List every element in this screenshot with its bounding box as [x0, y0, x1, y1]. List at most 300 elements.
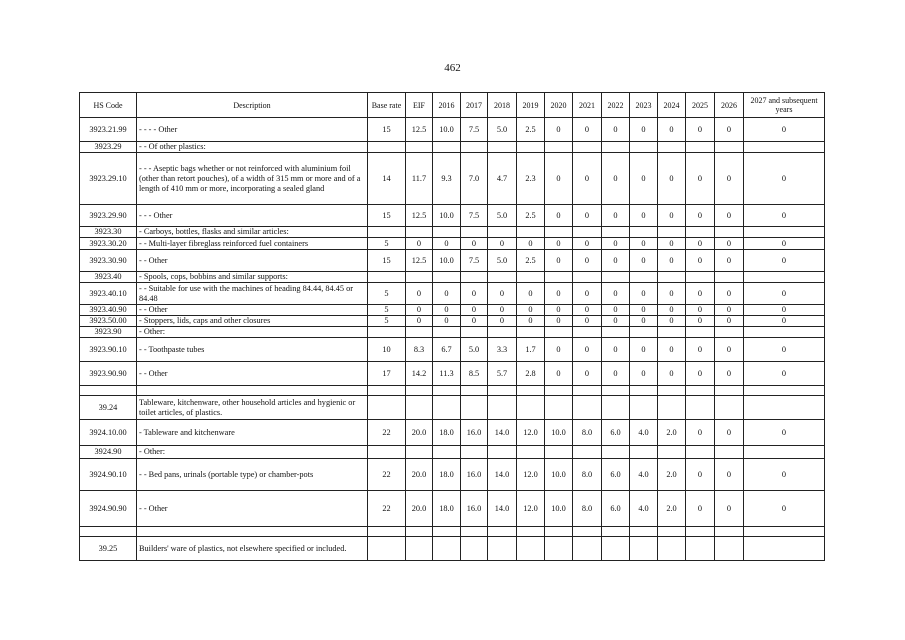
rate-cell: 0 [686, 420, 715, 446]
rate-cell: 0 [686, 338, 715, 362]
rate-cell [744, 446, 825, 459]
rate-cell [658, 142, 686, 153]
hs-code-cell: 3924.90.90 [80, 491, 137, 527]
rate-cell [573, 396, 602, 420]
rate-cell [658, 446, 686, 459]
rate-cell: 20.0 [406, 420, 433, 446]
rate-cell [602, 527, 630, 537]
hs-code-cell: 3923.30.20 [80, 238, 137, 250]
rate-cell: 0 [488, 305, 517, 316]
rate-cell [630, 386, 658, 396]
rate-cell: 8.0 [573, 459, 602, 491]
rate-cell: 5.0 [488, 250, 517, 272]
description-cell: - - Of other plastics: [137, 142, 368, 153]
rate-cell: 0 [715, 205, 744, 227]
rate-cell: 12.0 [517, 459, 545, 491]
rate-cell: 0 [658, 118, 686, 142]
rate-cell [715, 527, 744, 537]
rate-cell [602, 327, 630, 338]
rate-cell [573, 327, 602, 338]
rate-cell: 0 [488, 283, 517, 305]
rate-cell: 6.0 [602, 459, 630, 491]
rate-cell [744, 327, 825, 338]
rate-cell: 0 [744, 238, 825, 250]
rate-cell: 5.0 [488, 118, 517, 142]
description-cell: - Stoppers, lids, caps and other closures [137, 316, 368, 327]
rate-cell: 0 [602, 238, 630, 250]
rate-cell: 6.0 [602, 491, 630, 527]
rate-cell [545, 227, 573, 238]
rate-cell: 0 [658, 338, 686, 362]
rate-cell: 5.7 [488, 362, 517, 386]
rate-cell [517, 272, 545, 283]
rate-cell [630, 272, 658, 283]
rate-cell: 8.0 [573, 491, 602, 527]
table-row [80, 153, 825, 205]
table-row [80, 118, 825, 142]
rate-cell: 0 [744, 118, 825, 142]
rate-cell: 0 [406, 316, 433, 327]
rate-cell: 0 [715, 118, 744, 142]
rate-cell [406, 446, 433, 459]
rate-cell [715, 446, 744, 459]
rate-cell [433, 446, 461, 459]
rate-cell [573, 386, 602, 396]
rate-cell [545, 537, 573, 561]
rate-cell [602, 227, 630, 238]
rate-cell: 7.5 [461, 118, 488, 142]
rate-cell: 2.5 [517, 250, 545, 272]
rate-cell [488, 227, 517, 238]
hs-code-cell: 3924.90 [80, 446, 137, 459]
rate-cell [630, 537, 658, 561]
rate-cell: 0 [545, 338, 573, 362]
rate-cell [630, 446, 658, 459]
column-header: 2020 [545, 93, 573, 118]
rate-cell [406, 537, 433, 561]
rate-cell [461, 327, 488, 338]
rate-cell [715, 386, 744, 396]
rate-cell: 14.2 [406, 362, 433, 386]
hs-code-cell: 3923.90 [80, 327, 137, 338]
rate-cell: 0 [715, 362, 744, 386]
rate-cell [461, 142, 488, 153]
column-header: 2018 [488, 93, 517, 118]
base-rate-cell: 15 [368, 250, 406, 272]
rate-cell: 0 [602, 205, 630, 227]
rate-cell [602, 396, 630, 420]
rate-cell: 12.5 [406, 118, 433, 142]
rate-cell [573, 142, 602, 153]
rate-cell: 0 [545, 118, 573, 142]
hs-code-cell: 3924.10.00 [80, 420, 137, 446]
rate-cell: 0 [715, 153, 744, 205]
description-cell: Builders' ware of plastics, not elsewhere specified or included. [137, 537, 368, 561]
table-row [80, 420, 825, 446]
rate-cell: 2.0 [658, 420, 686, 446]
rate-cell: 0 [461, 305, 488, 316]
description-cell [137, 386, 368, 396]
rate-cell [744, 386, 825, 396]
rate-cell: 14.0 [488, 459, 517, 491]
rate-cell [406, 227, 433, 238]
rate-cell: 10.0 [545, 459, 573, 491]
rate-cell: 0 [658, 362, 686, 386]
rate-cell [461, 537, 488, 561]
rate-cell: 3.3 [488, 338, 517, 362]
rate-cell: 0 [461, 238, 488, 250]
rate-cell [630, 227, 658, 238]
table-row [80, 396, 825, 420]
hs-code-cell [80, 386, 137, 396]
rate-cell [406, 396, 433, 420]
rate-cell: 0 [488, 316, 517, 327]
rate-cell: 0 [744, 205, 825, 227]
rate-cell [744, 396, 825, 420]
rate-cell [461, 446, 488, 459]
table-row [80, 142, 825, 153]
rate-cell: 0 [461, 283, 488, 305]
table-row [80, 327, 825, 338]
table-row [80, 338, 825, 362]
rate-cell: 0 [545, 283, 573, 305]
rate-cell: 12.0 [517, 420, 545, 446]
rate-cell: 0 [686, 316, 715, 327]
table-row [80, 446, 825, 459]
rate-cell [686, 327, 715, 338]
rate-cell [744, 537, 825, 561]
hs-code-cell: 3923.40.90 [80, 305, 137, 316]
rate-cell [461, 527, 488, 537]
rate-cell: 6.0 [602, 420, 630, 446]
rate-cell: 0 [488, 238, 517, 250]
table-row [80, 316, 825, 327]
rate-cell: 0 [602, 338, 630, 362]
rate-cell [602, 272, 630, 283]
base-rate-cell [368, 446, 406, 459]
rate-cell [686, 142, 715, 153]
rate-cell [602, 386, 630, 396]
rate-cell: 10.0 [433, 205, 461, 227]
rate-cell: 0 [517, 283, 545, 305]
rate-cell: 0 [573, 283, 602, 305]
description-cell: - - Other [137, 305, 368, 316]
base-rate-cell: 5 [368, 316, 406, 327]
rate-cell [517, 527, 545, 537]
rate-cell: 0 [686, 362, 715, 386]
rate-cell [461, 227, 488, 238]
rate-cell: 0 [744, 250, 825, 272]
rate-cell [658, 227, 686, 238]
description-cell: - - Other [137, 250, 368, 272]
rate-cell: 0 [461, 316, 488, 327]
rate-cell: 0 [630, 362, 658, 386]
rate-cell: 0 [573, 238, 602, 250]
table-header-row [80, 93, 825, 118]
hs-code-cell: 3923.29.10 [80, 153, 137, 205]
rate-cell: 0 [545, 205, 573, 227]
rate-cell: 0 [573, 362, 602, 386]
column-header: Description [137, 93, 368, 118]
rate-cell [658, 537, 686, 561]
rate-cell: 0 [686, 305, 715, 316]
rate-cell [517, 446, 545, 459]
rate-cell: 0 [573, 205, 602, 227]
rate-cell [406, 327, 433, 338]
rate-cell [630, 396, 658, 420]
rate-cell [602, 537, 630, 561]
base-rate-cell: 15 [368, 205, 406, 227]
rate-cell: 18.0 [433, 420, 461, 446]
rate-cell [406, 272, 433, 283]
description-cell: - Spools, cops, bobbins and similar supports: [137, 272, 368, 283]
table-row [80, 227, 825, 238]
rate-cell: 0 [602, 250, 630, 272]
rate-cell: 0 [630, 153, 658, 205]
rate-cell [686, 272, 715, 283]
table-row [80, 537, 825, 561]
rate-cell: 0 [658, 153, 686, 205]
base-rate-cell [368, 527, 406, 537]
rate-cell: 0 [715, 491, 744, 527]
rate-cell [406, 527, 433, 537]
rate-cell: 8.0 [573, 420, 602, 446]
rate-cell: 0 [715, 338, 744, 362]
rate-cell: 2.0 [658, 491, 686, 527]
rate-cell [715, 327, 744, 338]
rate-cell [461, 396, 488, 420]
base-rate-cell [368, 142, 406, 153]
rate-cell: 0 [686, 153, 715, 205]
rate-cell [461, 272, 488, 283]
rate-cell [658, 272, 686, 283]
rate-cell [517, 396, 545, 420]
rate-cell: 0 [658, 250, 686, 272]
rate-cell [488, 272, 517, 283]
hs-code-cell: 3923.90.10 [80, 338, 137, 362]
rate-cell [658, 527, 686, 537]
hs-code-cell: 3923.30 [80, 227, 137, 238]
rate-cell: 16.0 [461, 459, 488, 491]
rate-cell: 10.0 [433, 118, 461, 142]
description-cell: - Tableware and kitchenware [137, 420, 368, 446]
rate-cell [744, 142, 825, 153]
rate-cell: 16.0 [461, 491, 488, 527]
rate-cell [433, 386, 461, 396]
rate-cell: 9.3 [433, 153, 461, 205]
base-rate-cell [368, 272, 406, 283]
table-row [80, 238, 825, 250]
hs-code-cell: 39.25 [80, 537, 137, 561]
description-cell: - - - - Other [137, 118, 368, 142]
rate-cell [545, 142, 573, 153]
rate-cell: 10.0 [545, 491, 573, 527]
rate-cell: 0 [545, 238, 573, 250]
rate-cell [433, 537, 461, 561]
rate-cell [715, 142, 744, 153]
rate-cell [488, 327, 517, 338]
column-header: 2023 [630, 93, 658, 118]
description-cell: - - Bed pans, urinals (portable type) or chamber-pots [137, 459, 368, 491]
hs-code-cell: 3924.90.10 [80, 459, 137, 491]
rate-cell: 0 [744, 153, 825, 205]
rate-cell: 0 [658, 283, 686, 305]
rate-cell [658, 327, 686, 338]
rate-cell: 0 [630, 238, 658, 250]
rate-cell [686, 446, 715, 459]
rate-cell [517, 537, 545, 561]
hs-code-cell: 3923.40 [80, 272, 137, 283]
rate-cell: 0 [715, 459, 744, 491]
rate-cell: 0 [573, 118, 602, 142]
description-cell: - Other: [137, 327, 368, 338]
rate-cell: 0 [744, 420, 825, 446]
rate-cell [488, 396, 517, 420]
rate-cell: 0 [602, 118, 630, 142]
rate-cell [658, 386, 686, 396]
rate-cell [715, 227, 744, 238]
rate-cell: 2.3 [517, 153, 545, 205]
rate-cell: 0 [715, 238, 744, 250]
rate-cell: 0 [744, 316, 825, 327]
description-cell: - - Suitable for use with the machines of heading 84.44, 84.45 or 84.48 [137, 283, 368, 305]
rate-cell [602, 446, 630, 459]
rate-cell [433, 142, 461, 153]
rate-cell: 0 [630, 205, 658, 227]
rate-cell: 20.0 [406, 459, 433, 491]
rate-cell [715, 396, 744, 420]
description-cell: - Carboys, bottles, flasks and similar articles: [137, 227, 368, 238]
hs-code-cell: 3923.30.90 [80, 250, 137, 272]
rate-cell: 0 [686, 250, 715, 272]
rate-cell: 0 [686, 205, 715, 227]
rate-cell: 0 [715, 316, 744, 327]
column-header: 2017 [461, 93, 488, 118]
rate-cell: 2.8 [517, 362, 545, 386]
hs-code-cell: 3923.40.10 [80, 283, 137, 305]
rate-cell: 0 [686, 459, 715, 491]
rate-cell: 0 [573, 305, 602, 316]
column-header: EIF [406, 93, 433, 118]
rate-cell: 0 [715, 250, 744, 272]
rate-cell: 5.0 [461, 338, 488, 362]
column-header: 2024 [658, 93, 686, 118]
rate-cell [433, 327, 461, 338]
rate-cell: 4.0 [630, 420, 658, 446]
rate-cell: 0 [658, 316, 686, 327]
rate-cell [488, 386, 517, 396]
rate-cell: 0 [545, 305, 573, 316]
table-row [80, 386, 825, 396]
column-header: 2027 and subsequent years [744, 93, 825, 118]
base-rate-cell: 15 [368, 118, 406, 142]
rate-cell [488, 537, 517, 561]
table-row [80, 527, 825, 537]
rate-cell [686, 537, 715, 561]
rate-cell [517, 327, 545, 338]
rate-cell: 0 [715, 420, 744, 446]
base-rate-cell [368, 396, 406, 420]
description-cell: - - Multi-layer fibreglass reinforced fuel containers [137, 238, 368, 250]
base-rate-cell: 10 [368, 338, 406, 362]
rate-cell: 2.0 [658, 459, 686, 491]
rate-cell: 0 [602, 316, 630, 327]
base-rate-cell: 17 [368, 362, 406, 386]
rate-cell [686, 396, 715, 420]
column-header: 2025 [686, 93, 715, 118]
rate-cell: 7.5 [461, 250, 488, 272]
rate-cell: 0 [406, 305, 433, 316]
rate-cell: 0 [602, 283, 630, 305]
description-cell: - - Other [137, 362, 368, 386]
rate-cell: 0 [744, 459, 825, 491]
column-header: 2022 [602, 93, 630, 118]
rate-cell: 12.5 [406, 250, 433, 272]
rate-cell [517, 386, 545, 396]
column-header: 2026 [715, 93, 744, 118]
rate-cell: 0 [517, 316, 545, 327]
rate-cell [433, 396, 461, 420]
rate-cell: 0 [630, 283, 658, 305]
column-header: 2021 [573, 93, 602, 118]
base-rate-cell: 14 [368, 153, 406, 205]
rate-cell [686, 227, 715, 238]
rate-cell: 0 [715, 283, 744, 305]
rate-cell [545, 527, 573, 537]
rate-cell: 18.0 [433, 491, 461, 527]
rate-cell: 16.0 [461, 420, 488, 446]
rate-cell: 11.3 [433, 362, 461, 386]
rate-cell [488, 446, 517, 459]
rate-cell: 7.5 [461, 205, 488, 227]
description-cell: Tableware, kitchenware, other household articles and hygienic or toilet articles, of plastics. [137, 396, 368, 420]
rate-cell [602, 142, 630, 153]
rate-cell: 0 [573, 153, 602, 205]
rate-cell: 11.7 [406, 153, 433, 205]
rate-cell: 0 [545, 316, 573, 327]
rate-cell [488, 142, 517, 153]
rate-cell: 0 [658, 238, 686, 250]
rate-cell: 0 [545, 153, 573, 205]
rate-cell [517, 142, 545, 153]
rate-cell [545, 396, 573, 420]
rate-cell [545, 327, 573, 338]
description-cell: - - - Aseptic bags whether or not reinforced with aluminium foil (other than retort pouches), of a width of 315 mm or more and of a length of 410 mm or more, incorporating a sealed gland [137, 153, 368, 205]
rate-cell: 0 [658, 205, 686, 227]
rate-cell: 0 [545, 250, 573, 272]
base-rate-cell [368, 386, 406, 396]
rate-cell: 0 [744, 338, 825, 362]
table-row [80, 272, 825, 283]
rate-cell [545, 446, 573, 459]
rate-cell: 0 [630, 250, 658, 272]
rate-cell [517, 227, 545, 238]
rate-cell: 0 [517, 238, 545, 250]
rate-cell: 2.5 [517, 118, 545, 142]
description-cell: - - - Other [137, 205, 368, 227]
rate-cell: 4.0 [630, 491, 658, 527]
description-cell: - Other: [137, 446, 368, 459]
table-row [80, 305, 825, 316]
hs-code-cell: 3923.50.00 [80, 316, 137, 327]
rate-cell: 0 [744, 362, 825, 386]
rate-cell: 0 [602, 362, 630, 386]
rate-cell [488, 527, 517, 537]
rate-cell: 1.7 [517, 338, 545, 362]
base-rate-cell: 22 [368, 491, 406, 527]
column-header: HS Code [80, 93, 137, 118]
rate-cell: 0 [686, 238, 715, 250]
